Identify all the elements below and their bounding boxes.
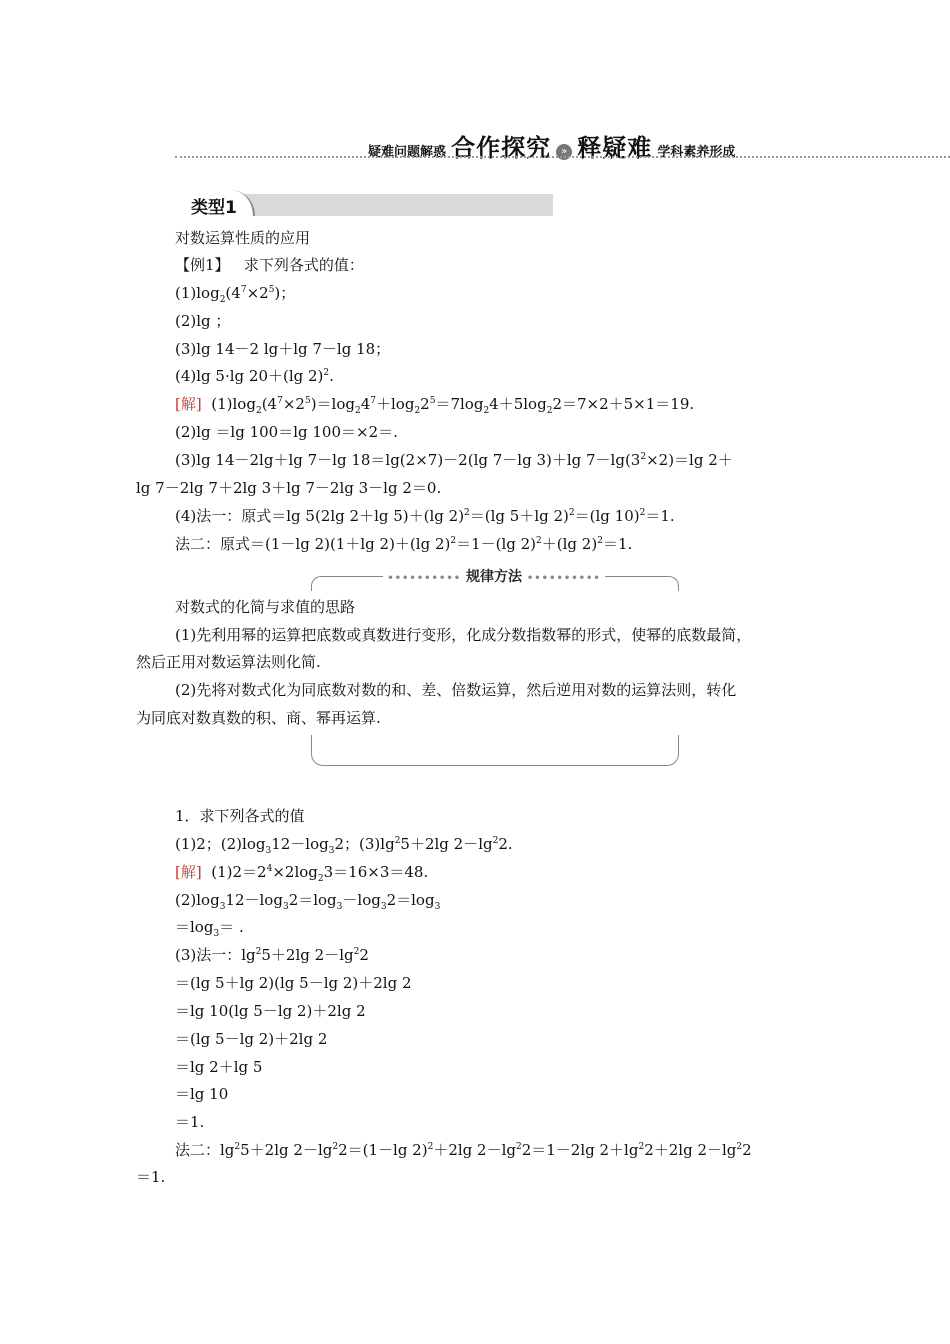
example-label: 【例1】 bbox=[175, 256, 230, 274]
method-p2a: (2)先将对数式化为同底数对数的和、差、倍数运算，然后逆用对数的运算法则，转化 bbox=[175, 681, 737, 699]
question-2: (2)lg ； bbox=[175, 312, 231, 330]
section-title: 对数运算性质的应用 bbox=[175, 229, 311, 247]
solution-line-4: (4)法一：原式＝lg 5(2lg 2＋lg 5)＋(lg 2)$^2$＝(lg 5＋lg 2)$^2$＝(lg 10)$^2$＝1. bbox=[175, 507, 675, 525]
exercise-solution-4a: 法二：$\lg^25+2\lg$ $2-\lg^22=(1-\lg$ 2)$^2$＋2lg $2-\lg^22=1-2\lg$ $2+\lg^22+2\lg$ $2-\lg^22$ bbox=[175, 1141, 752, 1159]
exercise-solution-3-2: ＝lg 10(lg 5－lg 2)＋2lg 2 bbox=[175, 1002, 366, 1020]
header-right-label: 学科素养形成 bbox=[657, 145, 736, 160]
exercise-items: (1)2；$(2)\log_312-\log_32$；$(3)\lg^25+2\lg$ $2-\lg^22$. bbox=[175, 835, 513, 856]
question-4: (4)lg 5·lg 20＋(lg 2)$^2$. bbox=[175, 367, 334, 385]
exercise-solution-3-3: ＝(lg 5－lg 2)＋2lg 2 bbox=[175, 1030, 328, 1048]
solution-line-5: 法二：原式＝(1－lg 2)(1＋lg 2)＋(lg 2)$^2$＝1－(lg 2)$^2$＋(lg 2)$^2$＝1. bbox=[175, 535, 633, 553]
header-dotted-rule bbox=[175, 156, 950, 158]
solution-line-1: [解] $(1)\log_2(4^7\times 2^5)=\log_24^7+\log_22^5=7\log_24+5\log_22=7\times 2+5\times 1=19$. bbox=[175, 395, 695, 416]
header-title-2: 释疑难 bbox=[577, 134, 653, 162]
question-1: $(1)\log_2(4^7\times 2^5)$； bbox=[175, 284, 296, 305]
exercise-solution-3-4: ＝lg 2＋lg 5 bbox=[175, 1058, 263, 1076]
exercise-solution-4b: ＝1. bbox=[136, 1168, 166, 1186]
exercise-solution-1: [解] $(1)2=2^4\times 2\log_23=16\times 3=48$. bbox=[175, 863, 429, 884]
solution-tag: [解] bbox=[175, 395, 202, 413]
method-p2b: 为同底对数真数的积、商、幂再运算. bbox=[136, 709, 381, 727]
type-tag-label: 类型1 bbox=[191, 198, 237, 218]
exercise-solution-2a: $(2)\log_312-\log_32=\log_3-\log_32=\log_3$ bbox=[175, 891, 441, 912]
example-prompt: 求下列各式的值： bbox=[243, 256, 364, 274]
exercise-solution-3-0: (3)法一：$\lg^25+2\lg$ $2-\lg^22$ bbox=[175, 946, 369, 964]
question-3: (3)lg 14－2 lg＋lg 7－lg 18； bbox=[175, 340, 391, 358]
method-title: 规律方法 bbox=[466, 569, 522, 585]
method-p1a: (1)先利用幂的运算把底数或真数进行变形，化成分数指数幂的形式，使幂的底数最简， bbox=[175, 626, 752, 644]
header-title-1: 合作探究 bbox=[451, 134, 552, 162]
exercise-title: 1．求下列各式的值 bbox=[175, 807, 305, 825]
exercise-solution-3-6: ＝1. bbox=[175, 1113, 205, 1131]
method-intro: 对数式的化简与求值的思路 bbox=[175, 598, 356, 616]
method-box-title: •••••••••• 规律方法 •••••••••• bbox=[311, 566, 677, 586]
solution-line-3a: (3)lg 14－2lg＋lg 7－lg 18＝lg(2×7)－2(lg 7－lg 3)＋lg $7-\lg(3^2\times 2)=\lg$ 2＋ bbox=[175, 451, 733, 469]
type-tag bbox=[175, 190, 255, 216]
method-p1b: 然后正用对数运算法则化简. bbox=[136, 653, 321, 671]
solution-line-2: (2)lg ＝lg 100＝lg 100＝×2＝. bbox=[175, 423, 398, 441]
exercise-solution-2b: $=\log_3=$ . bbox=[175, 918, 244, 939]
solution-line-3b: lg 7－2lg 7＋2lg 3＋lg 7－2lg 3－lg 2＝0. bbox=[136, 479, 442, 497]
exercise-solution-3-5: ＝lg 10 bbox=[175, 1085, 229, 1103]
double-chevron-right-icon: » bbox=[556, 144, 572, 160]
header-left-label: 疑难问题解惑 bbox=[368, 145, 447, 160]
method-box-bottom bbox=[311, 735, 679, 766]
exercise-solution-tag: [解] bbox=[175, 863, 202, 881]
exercise-solution-3-1: ＝(lg 5＋lg 2)(lg 5－lg 2)＋2lg 2 bbox=[175, 974, 412, 992]
example-heading bbox=[175, 255, 364, 275]
